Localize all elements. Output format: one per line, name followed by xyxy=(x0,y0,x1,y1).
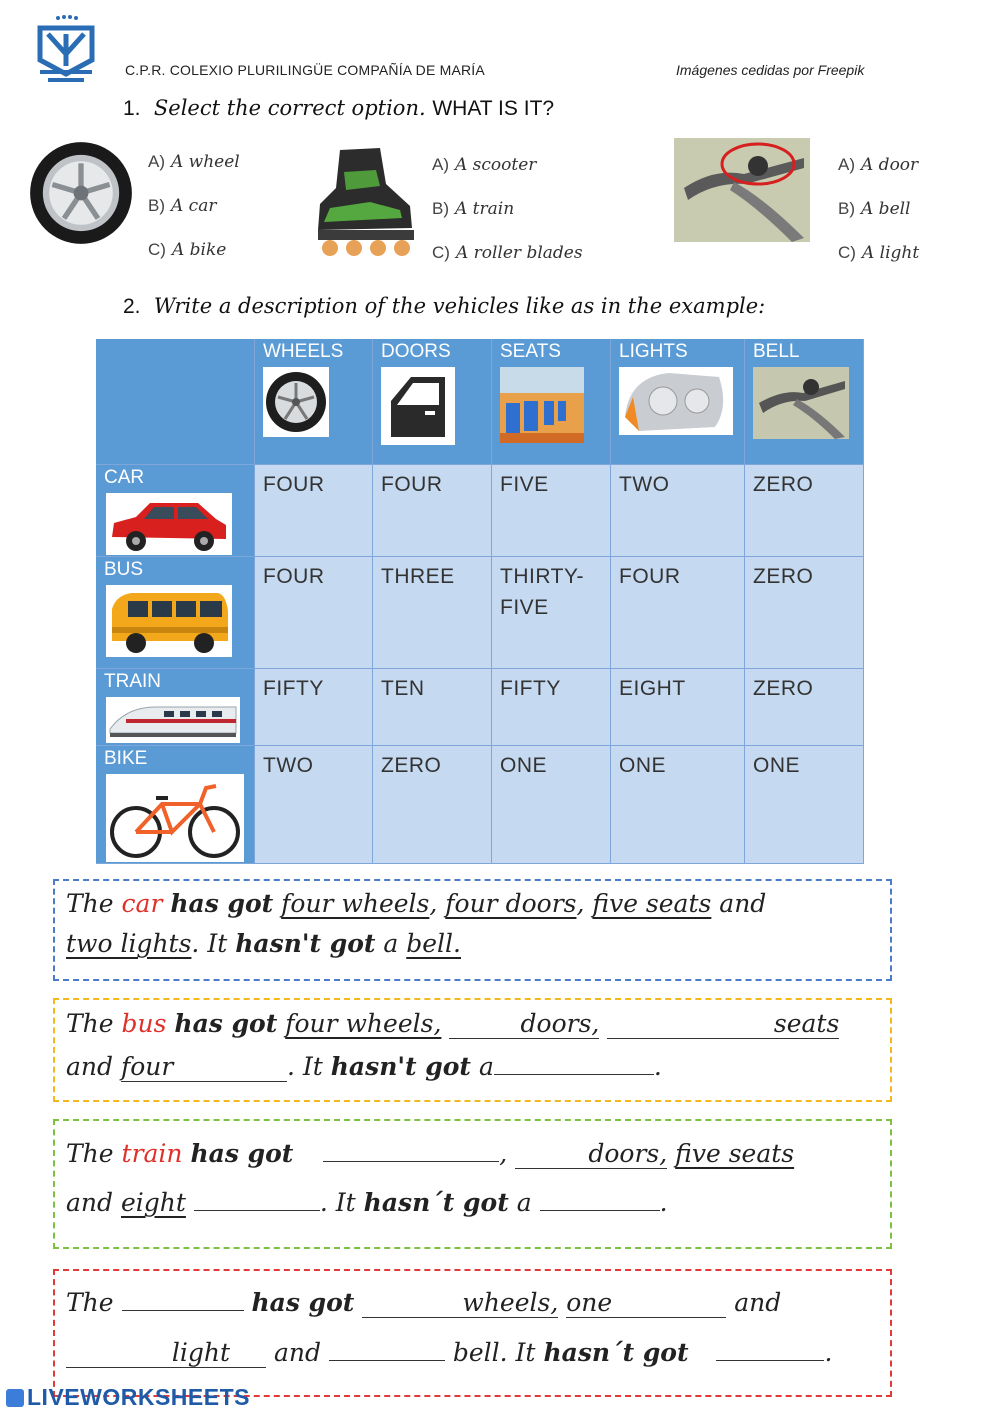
q1-options-2 xyxy=(432,143,583,275)
q1-option[interactable]: B) A car xyxy=(148,196,217,216)
bike-wheels-answer[interactable]: wheels, xyxy=(362,1288,558,1318)
table-cell: FOUR xyxy=(373,465,492,557)
seats-icon xyxy=(500,367,584,443)
box4-line-2: light and bell. It hasn´t got . xyxy=(66,1336,832,1368)
column-header-doors: DOORS xyxy=(373,339,492,465)
table-cell: FOUR xyxy=(255,465,373,557)
table-cell: ZERO xyxy=(745,669,864,746)
table-cell: FOUR xyxy=(611,557,745,669)
table-cell: FIFTY xyxy=(255,669,373,746)
vehicle-name: train xyxy=(121,1139,183,1168)
column-header-lights: LIGHTS xyxy=(611,339,745,465)
school-logo-icon xyxy=(34,14,98,84)
vehicle-name: car xyxy=(121,889,163,918)
wheel-icon xyxy=(263,367,329,437)
table-cell: ONE xyxy=(611,746,745,864)
box2-line-2: and four . It hasn't got a . xyxy=(66,1052,662,1081)
column-header-seats: SEATS xyxy=(492,339,611,465)
q1-option[interactable]: C) A roller blades xyxy=(432,243,583,263)
table-corner xyxy=(96,339,255,465)
box2-line-1: The bus has got four wheels, doors, seats xyxy=(66,1009,840,1038)
car-image xyxy=(106,493,232,555)
train-missing-answer[interactable] xyxy=(540,1186,660,1211)
bike-vehicle-answer[interactable] xyxy=(122,1286,244,1311)
q1-options-1 xyxy=(148,140,240,272)
door-icon xyxy=(381,367,455,445)
q1-options-3 xyxy=(838,143,919,275)
table-cell: EIGHT xyxy=(611,669,745,746)
liveworksheets-logo: LIVEWORKSHEETS xyxy=(6,1384,250,1411)
bike-image xyxy=(106,774,244,862)
q1-option[interactable]: C) A light xyxy=(838,243,920,263)
bike-bell-image xyxy=(674,138,810,242)
table-cell: TEN xyxy=(373,669,492,746)
column-header-wheels: WHEELS xyxy=(255,339,373,465)
table-cell: TWO xyxy=(611,465,745,557)
bus-missing-answer[interactable] xyxy=(494,1050,654,1075)
q1-option[interactable]: A) A wheel xyxy=(148,152,240,172)
bell-icon xyxy=(753,367,849,439)
liveworksheets-icon xyxy=(6,1389,24,1407)
image-credits: Imágenes cedidas por Freepik xyxy=(676,62,865,78)
q1-option[interactable]: A) A scooter xyxy=(432,155,537,175)
row-header-bike: BIKE xyxy=(96,746,255,864)
headlight-icon xyxy=(619,367,733,435)
train-lights-answer[interactable] xyxy=(194,1186,320,1211)
vehicles-table xyxy=(96,339,864,864)
train-wheels-answer[interactable] xyxy=(323,1137,499,1162)
table-cell: ZERO xyxy=(745,465,864,557)
bus-image xyxy=(106,585,232,657)
wheel-image xyxy=(28,140,134,246)
q1-option[interactable]: B) A bell xyxy=(838,199,911,219)
box4-line-1: The has got wheels, one and xyxy=(66,1288,782,1317)
bike-missing-answer[interactable] xyxy=(716,1336,824,1361)
column-header-bell: BELL xyxy=(745,339,864,465)
q1-option[interactable]: B) A train xyxy=(432,199,515,219)
row-header-car: CAR xyxy=(96,465,255,557)
table-cell: FIFTY xyxy=(492,669,611,746)
bus-doors-answer[interactable]: doors, xyxy=(449,1009,599,1039)
q1-option[interactable]: C) A bike xyxy=(148,240,227,260)
question-2-title: 2. Write a description of the vehicles like as in the example: xyxy=(123,294,766,318)
row-header-bus: BUS xyxy=(96,557,255,669)
train-image xyxy=(106,697,240,743)
box3-line-1: The train has got , doors, five seats xyxy=(66,1139,795,1168)
table-cell: ZERO xyxy=(745,557,864,669)
roller-blade-image xyxy=(310,144,420,258)
table-cell: FOUR xyxy=(255,557,373,669)
table-cell: THREE xyxy=(373,557,492,669)
box3-line-2: and eight . It hasn´t got a . xyxy=(66,1188,668,1217)
table-cell: ZERO xyxy=(373,746,492,864)
bike-bell-answer[interactable] xyxy=(329,1336,445,1361)
table-cell: THIRTY- FIVE xyxy=(492,557,611,669)
train-doors-answer[interactable]: doors, xyxy=(515,1139,667,1169)
bus-seats-answer[interactable]: seats xyxy=(607,1009,839,1039)
box1-line-2: two lights. It hasn't got a bell. xyxy=(66,929,461,958)
q1-option[interactable]: A) A door xyxy=(838,155,919,175)
school-name: C.P.R. COLEXIO PLURILINGÜE COMPAÑÍA DE MARÍA xyxy=(125,62,485,78)
box1-line-1: The car has got four wheels, four doors, five seats and xyxy=(66,889,767,918)
row-header-train: TRAIN xyxy=(96,669,255,746)
bus-lights-answer[interactable]: four xyxy=(121,1052,287,1082)
bike-light-answer[interactable]: light xyxy=(66,1338,266,1368)
table-cell: TWO xyxy=(255,746,373,864)
table-cell: FIVE xyxy=(492,465,611,557)
table-cell: ONE xyxy=(745,746,864,864)
vehicle-name: bus xyxy=(121,1009,167,1038)
bike-doors-answer[interactable]: one xyxy=(566,1288,726,1318)
question-1-title: 1. Select the correct option. WHAT IS IT? xyxy=(123,96,555,120)
table-cell: ONE xyxy=(492,746,611,864)
